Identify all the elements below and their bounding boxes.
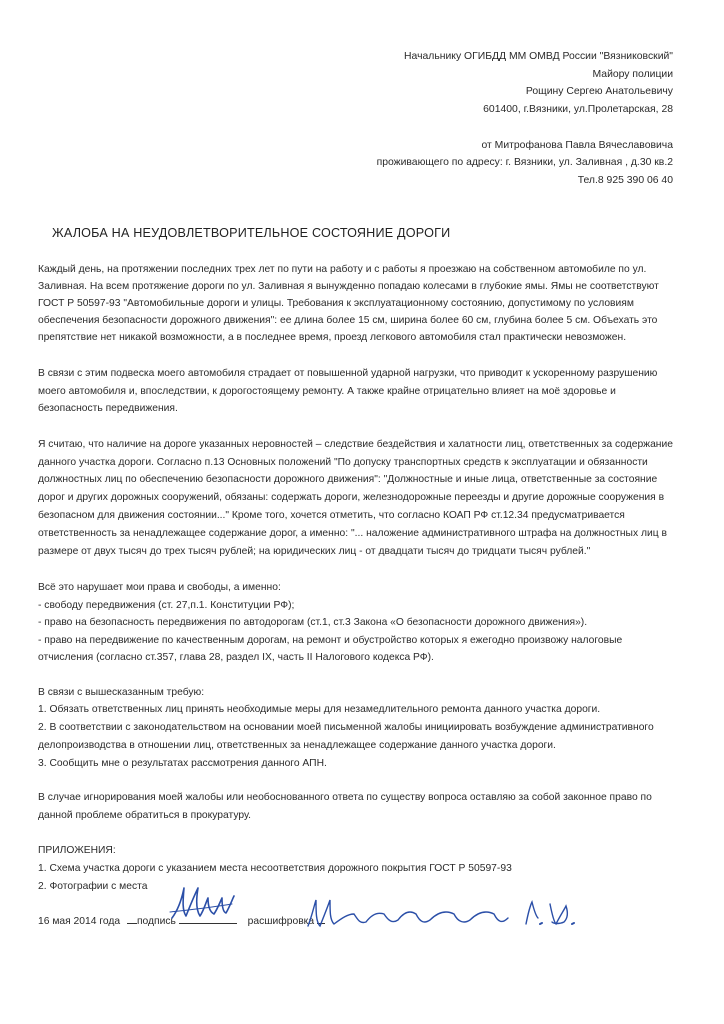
paragraph-4-line: Всё это нарушает мои права и свободы, а именно: [38, 582, 281, 593]
paragraph-3-line: данного участка дороги. Согласно п.13 Основных положений "По допуску транспортных средств к эксплуатации и обязанности [38, 457, 648, 468]
paragraph-1-line: Каждый день, на протяжении последних трех лет по пути на работу и с работы я проезжаю на собственном автомобиле по ул. [38, 264, 647, 275]
attachments-heading: ПРИЛОЖЕНИЯ: [38, 845, 116, 856]
handwritten-name-strokes [302, 896, 582, 936]
paragraph-4-line: отчисления (согласно ст.357, глава 28, раздел IX, часть II Налогового кодекса РФ). [38, 652, 434, 663]
demand-item: делопроизводства в отношении лиц, ответственных за ненадлежащее содержание данного участка дороги. [38, 740, 556, 751]
handwritten-name [302, 896, 582, 936]
sender-address: проживающего по адресу: г. Вязники, ул. Заливная , д.30 кв.2 [376, 157, 673, 168]
handwritten-signature [168, 880, 238, 930]
recipient-line-3: Рощину Сергею Анатольевичу [525, 86, 673, 97]
paragraph-3-line: ответственность за ненадлежащее содержание дорог, а именно: "... наложение административного штрафа на должностных лиц в [38, 528, 667, 539]
attachment-item: 1. Схема участка дороги с указанием места несоответствия дорожного покрытия ГОСТ Р 50597-93 [38, 863, 512, 874]
paragraph-2-line: В связи с этим подвеска моего автомобиля страдает от повышенной ударной нагрузки, что приводит к ускоренному разрушению [38, 368, 658, 379]
sender-name: от Митрофанова Павла Вячеславовича [481, 140, 673, 151]
signature-blank [127, 913, 137, 924]
demand-item: 2. В соответствии с законодательством на основании моей письменной жалобы инициировать возбуждение административного [38, 722, 654, 733]
paragraph-3-line: должностных лиц по обеспечению безопасности дорожного движения": "Должностные и иные лица, ответственные за состояние [38, 474, 658, 485]
paragraph-1-line: ГОСТ Р 50597-93 "Автомобильные дороги и улицы. Требования к эксплуатационному состоянию, допустимому по условиям [38, 298, 634, 309]
paragraph-6-line: В случае игнорирования моей жалобы или необоснованного ответа по существу вопроса оставляю за собой законное право по [38, 792, 652, 803]
paragraph-1-line: обеспечения безопасности дорожного движения": ее длина более 15 см, ширина более 60 см, глубина более 5 см. Объехать это [38, 315, 658, 326]
sender-phone: Тел.8 925 390 06 40 [577, 175, 673, 186]
attachment-item: 2. Фотографии с места [38, 881, 148, 892]
paragraph-4-line: - право на передвижение по качественным дорогам, на ремонт и обустройство которых я ежегодно произвожу налоговые [38, 635, 623, 646]
recipient-line-1: Начальнику ОГИБДД ММ ОМВД России "Вязниковский" [404, 51, 673, 62]
paragraph-3-line: Я считаю, что наличие на дороге указанных неровностей – следствие бездействия и халатности лиц, ответственных за содержание [38, 439, 673, 450]
recipient-line-2: Майору полиции [592, 69, 673, 80]
decode-label: расшифровка [247, 916, 315, 927]
paragraph-1-line: Заливная. На всем протяжение дороги по ул. Заливная я вынужденно попадаю колесами в глубокие ямы. Ямы не соответствуют [38, 281, 659, 292]
document-title: ЖАЛОБА НА НЕУДОВЛЕТВОРИТЕЛЬНОЕ СОСТОЯНИЕ ДОРОГИ [52, 226, 451, 240]
signature-date: 16 мая 2014 года [38, 916, 121, 927]
paragraph-2-line: моего автомобиля и, впоследствии, к дорогостоящему ремонту. А также крайне отрицательно влияет на моё здоровье и [38, 386, 616, 397]
signature-label: подпись [136, 916, 176, 927]
demand-item: 1. Обязать ответственных лиц принять необходимые меры для незамедлительного ремонта данного участка дороги. [38, 704, 601, 715]
paragraph-3-line: дорог и других дорожных сооружений, обязаны: содержать дороги, железнодорожные переезды и другие дорожные сооружения в [38, 492, 665, 503]
paragraph-1-line: препятствие нет никакой возможности, а в последнее время, проезд легкового автомобиля стал практически невозможен. [38, 332, 627, 343]
paragraph-2-line: безопасность передвижения. [38, 403, 178, 414]
paragraph-3-line: безопасном для движения состоянии..." Кроме того, хочется отметить, что согласно КОАП РФ ст.12.34 предусматривается [38, 510, 625, 521]
paragraph-4-line: - свободу передвижения (ст. 27,п.1. Конституции РФ); [38, 600, 295, 611]
paragraph-3-line: размере от двух тысяч до трех тысяч рублей; на юридических лиц - от двадцати тысяч до тридцати тысяч рублей." [38, 546, 591, 557]
demand-item: 3. Сообщить мне о результатах рассмотрения данного АПН. [38, 758, 327, 769]
paragraph-6-line: данной проблеме обратиться в прокуратуру. [38, 810, 251, 821]
paragraph-4-line: - право на безопасность передвижения по автодорогам (ст.1, ст.3 Закона «О безопасности дорожного движения»). [38, 617, 588, 628]
demands-heading: В связи с вышесказанным требую: [38, 687, 205, 698]
recipient-address: 601400, г.Вязники, ул.Пролетарская, 28 [483, 104, 673, 115]
